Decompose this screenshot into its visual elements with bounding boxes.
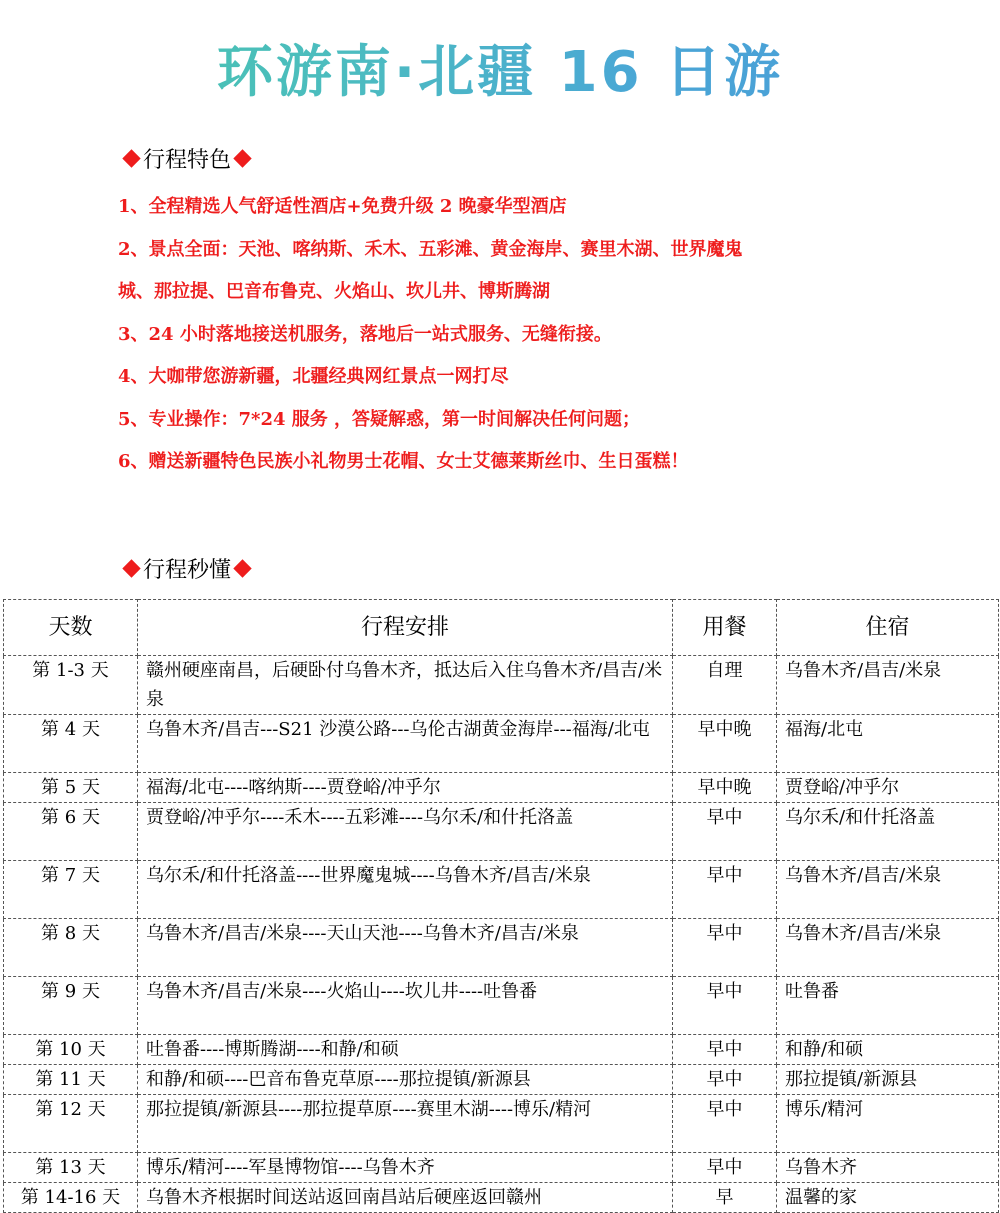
meal-cell: 早中 bbox=[673, 803, 777, 861]
day-cell: 第 11 天 bbox=[4, 1065, 138, 1095]
day-cell: 第 5 天 bbox=[4, 773, 138, 803]
column-header-day: 天数 bbox=[4, 600, 138, 656]
column-header-plan: 行程安排 bbox=[138, 600, 673, 656]
hotel-cell: 乌鲁木齐/昌吉/米泉 bbox=[777, 919, 999, 977]
table-row bbox=[4, 715, 999, 773]
features-list bbox=[118, 186, 938, 484]
day-cell: 第 9 天 bbox=[4, 977, 138, 1035]
hotel-cell: 乌尔禾/和什托洛盖 bbox=[777, 803, 999, 861]
hotel-cell: 那拉提镇/新源县 bbox=[777, 1065, 999, 1095]
day-cell: 第 6 天 bbox=[4, 803, 138, 861]
day-cell: 第 12 天 bbox=[4, 1095, 138, 1153]
plan-cell: 赣州硬座南昌，后硬卧付乌鲁木齐，抵达后入住乌鲁木齐/昌吉/米泉 bbox=[138, 656, 673, 715]
plan-cell: 那拉提镇/新源县----那拉提草原----赛里木湖----博乐/精河 bbox=[138, 1095, 673, 1153]
meal-cell: 早中 bbox=[673, 861, 777, 919]
diamond-bullet-icon bbox=[122, 149, 140, 167]
features-heading bbox=[120, 146, 254, 176]
table-row bbox=[4, 1035, 999, 1065]
meal-cell: 早中 bbox=[673, 1035, 777, 1065]
plan-cell: 乌尔禾/和什托洛盖----世界魔鬼城----乌鲁木齐/昌吉/米泉 bbox=[138, 861, 673, 919]
day-cell: 第 14-16 天 bbox=[4, 1183, 138, 1213]
table-row bbox=[4, 803, 999, 861]
hotel-cell: 乌鲁木齐 bbox=[777, 1153, 999, 1183]
feature-item: 2、景点全面：天池、喀纳斯、禾木、五彩滩、黄金海岸、赛里木湖、世界魔鬼 bbox=[118, 238, 743, 260]
feature-item: 3、24 小时落地接送机服务，落地后一站式服务、无缝衔接。 bbox=[118, 323, 612, 345]
meal-cell: 早 bbox=[673, 1183, 777, 1213]
column-header-hotel: 住宿 bbox=[777, 600, 999, 656]
meal-cell: 早中 bbox=[673, 1153, 777, 1183]
feature-item: 6、赠送新疆特色民族小礼物男士花帽、女士艾德莱斯丝巾、生日蛋糕！ bbox=[118, 451, 689, 472]
meal-cell: 早中晚 bbox=[673, 715, 777, 773]
day-cell: 第 1-3 天 bbox=[4, 656, 138, 715]
hotel-cell: 温馨的家 bbox=[777, 1183, 999, 1213]
table-row bbox=[4, 1153, 999, 1183]
diamond-bullet-icon bbox=[122, 559, 140, 577]
day-cell: 第 13 天 bbox=[4, 1153, 138, 1183]
features-heading-text: 行程特色 bbox=[143, 148, 232, 173]
hotel-cell: 吐鲁番 bbox=[777, 977, 999, 1035]
plan-cell: 博乐/精河----军垦博物馆----乌鲁木齐 bbox=[138, 1153, 673, 1183]
table-row bbox=[4, 656, 999, 715]
plan-cell: 贾登峪/冲乎尔----禾木----五彩滩----乌尔禾/和什托洛盖 bbox=[138, 803, 673, 861]
plan-cell: 乌鲁木齐根据时间送站返回南昌站后硬座返回赣州 bbox=[138, 1183, 673, 1213]
plan-cell: 乌鲁木齐/昌吉/米泉----天山天池----乌鲁木齐/昌吉/米泉 bbox=[138, 919, 673, 977]
column-header-meal: 用餐 bbox=[673, 600, 777, 656]
table-row bbox=[4, 1183, 999, 1213]
overview-heading-text: 行程秒懂 bbox=[143, 558, 232, 583]
table-row bbox=[4, 1065, 999, 1095]
plan-cell: 乌鲁木齐/昌吉/米泉----火焰山----坎儿井----吐鲁番 bbox=[138, 977, 673, 1035]
plan-cell: 福海/北屯----喀纳斯----贾登峪/冲乎尔 bbox=[138, 773, 673, 803]
feature-item: 城、那拉提、巴音布鲁克、火焰山、坎儿井、博斯腾湖 bbox=[118, 281, 550, 302]
hotel-cell: 乌鲁木齐/昌吉/米泉 bbox=[777, 861, 999, 919]
meal-cell: 早中 bbox=[673, 977, 777, 1035]
plan-cell: 吐鲁番----博斯腾湖----和静/和硕 bbox=[138, 1035, 673, 1065]
table-row bbox=[4, 773, 999, 803]
hotel-cell: 乌鲁木齐/昌吉/米泉 bbox=[777, 656, 999, 715]
table-row bbox=[4, 1095, 999, 1153]
day-cell: 第 4 天 bbox=[4, 715, 138, 773]
plan-cell: 乌鲁木齐/昌吉---S21 沙漠公路---乌伦古湖黄金海岸---福海/北屯 bbox=[138, 715, 673, 773]
table-row bbox=[4, 919, 999, 977]
plan-cell: 和静/和硕----巴音布鲁克草原----那拉提镇/新源县 bbox=[138, 1065, 673, 1095]
day-cell: 第 7 天 bbox=[4, 861, 138, 919]
day-cell: 第 10 天 bbox=[4, 1035, 138, 1065]
diamond-bullet-icon bbox=[233, 559, 251, 577]
table-row bbox=[4, 861, 999, 919]
overview-heading bbox=[120, 556, 254, 586]
diamond-bullet-icon bbox=[233, 149, 251, 167]
feature-item: 4、大咖带您游新疆，北疆经典网红景点一网打尽 bbox=[118, 366, 509, 387]
hotel-cell: 福海/北屯 bbox=[777, 715, 999, 773]
hotel-cell: 贾登峪/冲乎尔 bbox=[777, 773, 999, 803]
page-title: 环游南·北疆 16 日游 bbox=[0, 38, 1000, 108]
table-header-row bbox=[4, 600, 999, 656]
feature-item: 5、专业操作：7*24 服务 ，答疑解惑，第一时间解决任何问题； bbox=[118, 408, 641, 430]
hotel-cell: 和静/和硕 bbox=[777, 1035, 999, 1065]
meal-cell: 早中 bbox=[673, 1095, 777, 1153]
feature-item: 1、全程精选人气舒适性酒店+免费升级 2 晚豪华型酒店 bbox=[118, 196, 567, 217]
day-cell: 第 8 天 bbox=[4, 919, 138, 977]
hotel-cell: 博乐/精河 bbox=[777, 1095, 999, 1153]
meal-cell: 自理 bbox=[673, 656, 777, 715]
meal-cell: 早中晚 bbox=[673, 773, 777, 803]
itinerary-table bbox=[3, 599, 999, 1213]
table-row bbox=[4, 977, 999, 1035]
meal-cell: 早中 bbox=[673, 1065, 777, 1095]
meal-cell: 早中 bbox=[673, 919, 777, 977]
